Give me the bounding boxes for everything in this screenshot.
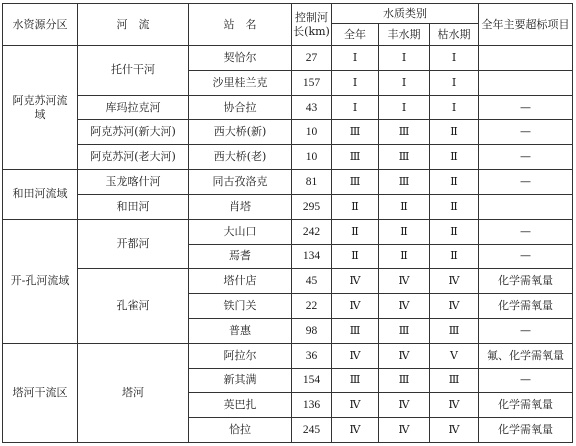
quality-dry-cell: Ⅱ: [430, 170, 479, 195]
table-row: [3, 120, 573, 145]
station-cell: 铁门关: [189, 294, 292, 319]
region-cell: 塔河干流区: [3, 343, 78, 442]
exceed-cell: 氟、化学需氧量: [479, 343, 573, 368]
exceed-cell: —: [479, 244, 573, 269]
exceed-cell: 化学需氧量: [479, 269, 573, 294]
quality-dry-cell: Ⅰ: [430, 70, 479, 95]
header-length: 控制河长(km): [292, 4, 332, 46]
exceed-cell: —: [479, 120, 573, 145]
quality-dry-cell: Ⅱ: [430, 219, 479, 244]
quality-wet-cell: Ⅲ: [379, 318, 430, 343]
exceed-cell: —: [479, 219, 573, 244]
quality-dry-cell: Ⅳ: [430, 269, 479, 294]
river-cell: 孔雀河: [78, 269, 189, 343]
quality-dry-cell: Ⅱ: [430, 145, 479, 170]
length-cell: 10: [292, 145, 332, 170]
station-cell: 西大桥(老): [189, 145, 292, 170]
exceed-cell: —: [479, 170, 573, 195]
quality-year-cell: Ⅲ: [332, 120, 379, 145]
quality-year-cell: Ⅳ: [332, 294, 379, 319]
header-wet-season: 丰水期: [379, 24, 430, 46]
length-cell: 157: [292, 70, 332, 95]
water-quality-table: [2, 3, 573, 443]
exceed-cell: 化学需氧量: [479, 393, 573, 418]
table-row: [3, 145, 573, 170]
quality-wet-cell: Ⅲ: [379, 120, 430, 145]
quality-dry-cell: Ⅲ: [430, 318, 479, 343]
station-cell: 沙里桂兰克: [189, 70, 292, 95]
quality-wet-cell: Ⅱ: [379, 219, 430, 244]
quality-wet-cell: Ⅳ: [379, 269, 430, 294]
station-cell: 英巴扎: [189, 393, 292, 418]
quality-wet-cell: Ⅲ: [379, 145, 430, 170]
header-river: 河 流: [78, 4, 189, 46]
region-cell: 开-孔河流域: [3, 219, 78, 343]
quality-dry-cell: Ⅰ: [430, 46, 479, 71]
quality-dry-cell: Ⅳ: [430, 418, 479, 443]
exceed-cell: [479, 70, 573, 95]
river-cell: 阿克苏河(老大河): [78, 145, 189, 170]
station-cell: 协合拉: [189, 95, 292, 120]
table-row: [3, 46, 573, 71]
quality-year-cell: Ⅲ: [332, 170, 379, 195]
quality-year-cell: Ⅰ: [332, 95, 379, 120]
exceed-cell: [479, 194, 573, 219]
quality-year-cell: Ⅰ: [332, 46, 379, 71]
river-cell: 托什干河: [78, 46, 189, 96]
quality-year-cell: Ⅲ: [332, 318, 379, 343]
quality-wet-cell: Ⅲ: [379, 170, 430, 195]
river-cell: 塔河: [78, 343, 189, 442]
station-cell: 同古孜洛克: [189, 170, 292, 195]
quality-wet-cell: Ⅳ: [379, 343, 430, 368]
length-cell: 81: [292, 170, 332, 195]
station-cell: 塔什店: [189, 269, 292, 294]
header-region: 水资源分区: [3, 4, 78, 46]
quality-dry-cell: Ⅳ: [430, 294, 479, 319]
station-cell: 恰拉: [189, 418, 292, 443]
station-cell: 大山口: [189, 219, 292, 244]
quality-dry-cell: Ⅳ: [430, 393, 479, 418]
length-cell: 22: [292, 294, 332, 319]
table-row: [3, 343, 573, 368]
length-cell: 154: [292, 368, 332, 393]
quality-dry-cell: Ⅱ: [430, 244, 479, 269]
header-station: 站 名: [189, 4, 292, 46]
table-row: [3, 269, 573, 294]
length-cell: 295: [292, 194, 332, 219]
river-cell: 玉龙喀什河: [78, 170, 189, 195]
quality-year-cell: Ⅱ: [332, 244, 379, 269]
quality-year-cell: Ⅳ: [332, 343, 379, 368]
quality-dry-cell: Ⅱ: [430, 194, 479, 219]
quality-year-cell: Ⅱ: [332, 219, 379, 244]
quality-dry-cell: Ⅱ: [430, 120, 479, 145]
quality-wet-cell: Ⅲ: [379, 368, 430, 393]
quality-year-cell: Ⅲ: [332, 145, 379, 170]
station-cell: 新其满: [189, 368, 292, 393]
length-cell: 45: [292, 269, 332, 294]
table-row: [3, 170, 573, 195]
quality-year-cell: Ⅱ: [332, 194, 379, 219]
quality-year-cell: Ⅳ: [332, 269, 379, 294]
quality-wet-cell: Ⅰ: [379, 70, 430, 95]
length-cell: 27: [292, 46, 332, 71]
quality-wet-cell: Ⅰ: [379, 95, 430, 120]
table-body: [3, 46, 573, 443]
quality-wet-cell: Ⅰ: [379, 46, 430, 71]
exceed-cell: 化学需氧量: [479, 294, 573, 319]
station-cell: 肖塔: [189, 194, 292, 219]
header-exceed: 全年主要超标项目: [479, 4, 573, 46]
exceed-cell: —: [479, 368, 573, 393]
quality-year-cell: Ⅰ: [332, 70, 379, 95]
header-full-year: 全年: [332, 24, 379, 46]
quality-wet-cell: Ⅳ: [379, 294, 430, 319]
length-cell: 242: [292, 219, 332, 244]
quality-wet-cell: Ⅱ: [379, 194, 430, 219]
length-cell: 36: [292, 343, 332, 368]
header-dry-season: 枯水期: [430, 24, 479, 46]
quality-dry-cell: Ⅲ: [430, 368, 479, 393]
quality-year-cell: Ⅲ: [332, 368, 379, 393]
quality-year-cell: Ⅳ: [332, 393, 379, 418]
length-cell: 43: [292, 95, 332, 120]
table-row: [3, 194, 573, 219]
length-cell: 136: [292, 393, 332, 418]
exceed-cell: [479, 46, 573, 71]
exceed-cell: —: [479, 145, 573, 170]
length-cell: 245: [292, 418, 332, 443]
length-cell: 98: [292, 318, 332, 343]
quality-wet-cell: Ⅳ: [379, 393, 430, 418]
table-row: [3, 219, 573, 244]
exceed-cell: 化学需氧量: [479, 418, 573, 443]
length-cell: 134: [292, 244, 332, 269]
station-cell: 普惠: [189, 318, 292, 343]
station-cell: 契恰尔: [189, 46, 292, 71]
region-cell: 阿克苏河流域: [3, 46, 78, 170]
length-cell: 10: [292, 120, 332, 145]
quality-wet-cell: Ⅱ: [379, 244, 430, 269]
header-quality-group: 水质类别: [332, 4, 479, 24]
quality-year-cell: Ⅳ: [332, 418, 379, 443]
table-row: [3, 95, 573, 120]
quality-dry-cell: Ⅴ: [430, 343, 479, 368]
station-cell: 焉耆: [189, 244, 292, 269]
river-cell: 库玛拉克河: [78, 95, 189, 120]
quality-dry-cell: Ⅰ: [430, 95, 479, 120]
exceed-cell: —: [479, 318, 573, 343]
river-cell: 阿克苏河(新大河): [78, 120, 189, 145]
quality-wet-cell: Ⅳ: [379, 418, 430, 443]
exceed-cell: —: [479, 95, 573, 120]
region-cell: 和田河流域: [3, 170, 78, 220]
river-cell: 开都河: [78, 219, 189, 269]
station-cell: 西大桥(新): [189, 120, 292, 145]
river-cell: 和田河: [78, 194, 189, 219]
station-cell: 阿拉尔: [189, 343, 292, 368]
